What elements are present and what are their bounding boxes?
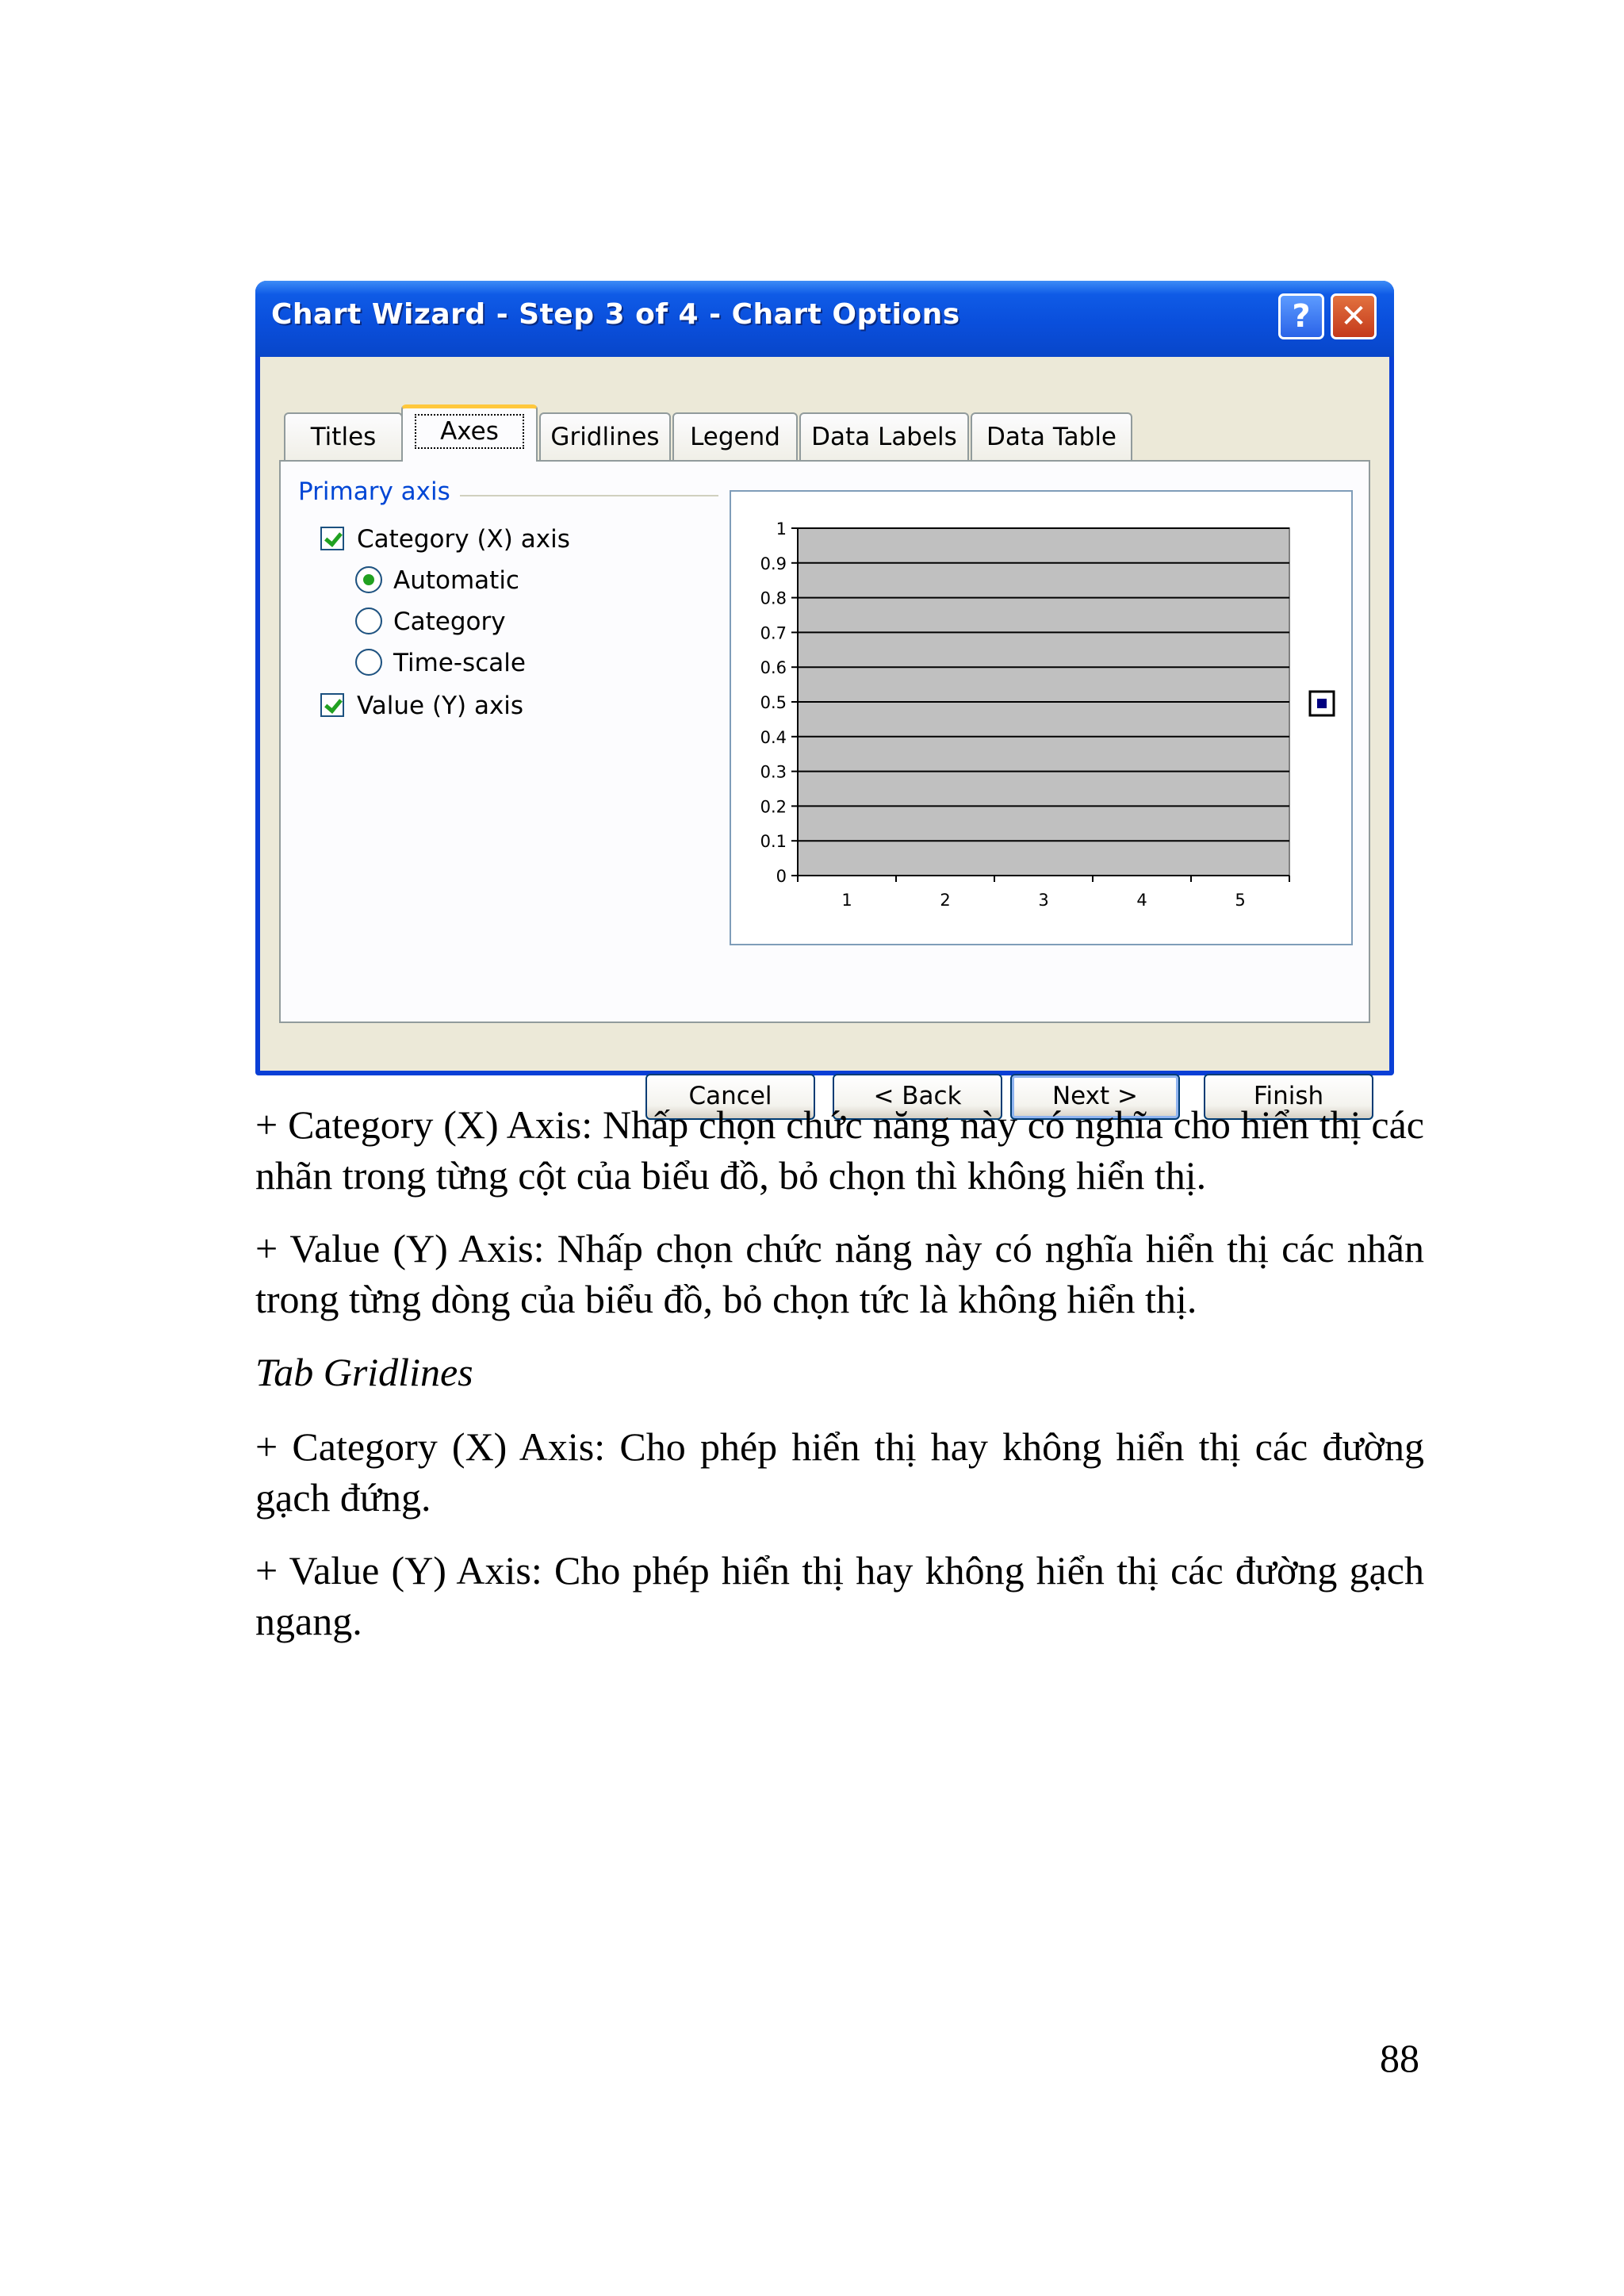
y-tick-label: 0.7 <box>760 623 787 643</box>
time-scale-radio[interactable] <box>355 649 382 676</box>
tab-legend[interactable] <box>672 412 798 460</box>
next-button[interactable]: Next > <box>1010 1074 1180 1120</box>
tab-titles[interactable] <box>284 412 403 460</box>
y-tick-label: 0.3 <box>760 762 787 782</box>
y-tick-label: 0.8 <box>760 588 787 608</box>
paragraph-category-axis: + Category (X) Axis: Nhấp chọn chức năng này có nghĩa cho hiển thị các nhãn trong từng cột của biểu đồ, bỏ chọn thì không hiển thị. <box>255 1102 1424 1198</box>
tab-label: Data Table <box>986 423 1117 451</box>
x-tick-label: 3 <box>1038 891 1049 910</box>
automatic-label[interactable]: Automatic <box>393 566 519 595</box>
tab-label: Axes <box>415 414 524 449</box>
category-axis-checkbox[interactable] <box>320 527 344 550</box>
help-icon[interactable]: ? <box>1278 293 1324 339</box>
y-tick-label: 1 <box>776 519 787 539</box>
paragraph-gridlines-value: + Value (Y) Axis: Cho phép hiển thị hay không hiển thị các đường gạch ngang. <box>255 1548 1424 1643</box>
group-divider <box>439 495 718 496</box>
y-tick-label: 0.1 <box>760 832 787 852</box>
y-tick-label: 0.2 <box>760 797 787 817</box>
tab-label: Gridlines <box>550 423 660 451</box>
automatic-radio[interactable] <box>355 566 382 593</box>
y-tick-label: 0.4 <box>760 727 787 747</box>
primary-axis-group-label: Primary axis <box>298 477 460 506</box>
page-number: 88 <box>1380 2036 1419 2080</box>
y-tick-label: 0.9 <box>760 554 787 573</box>
category-radio[interactable] <box>355 608 382 634</box>
finish-button[interactable]: Finish <box>1204 1074 1373 1120</box>
axes-tab-panel <box>279 460 1370 1023</box>
section-heading-tab-gridlines: Tab Gridlines <box>255 1350 473 1394</box>
tab-label: Legend <box>690 423 780 451</box>
cancel-button[interactable]: Cancel <box>645 1074 815 1120</box>
tab-gridlines[interactable] <box>539 412 671 460</box>
chart-preview <box>730 490 1353 945</box>
tab-data-labels[interactable] <box>799 412 969 460</box>
chart-wizard-dialog <box>255 281 1394 1110</box>
x-tick-label: 1 <box>841 891 852 910</box>
tab-label: Data Labels <box>811 423 957 451</box>
value-axis-checkbox[interactable] <box>320 693 344 717</box>
x-tick-label: 2 <box>940 891 951 910</box>
category-label[interactable]: Category <box>393 608 506 636</box>
chart-preview-plot <box>731 492 1351 944</box>
dialog-titlebar[interactable] <box>255 281 1394 357</box>
legend-marker-inner <box>1317 699 1327 708</box>
close-icon[interactable]: ✕ <box>1331 293 1377 339</box>
tab-data-table[interactable] <box>971 412 1132 460</box>
tab-label: Titles <box>310 423 377 451</box>
dialog-title: Chart Wizard - Step 3 of 4 - Chart Options <box>271 298 960 331</box>
x-tick-label: 4 <box>1136 891 1147 910</box>
x-tick-label: 5 <box>1235 891 1246 910</box>
y-tick-label: 0.6 <box>760 658 787 678</box>
paragraph-value-axis: + Value (Y) Axis: Nhấp chọn chức năng này có nghĩa hiển thị các nhãn trong từng dòng của biểu đồ, bỏ chọn tức là không hiển thị. <box>255 1226 1424 1321</box>
value-axis-label[interactable]: Value (Y) axis <box>357 692 524 720</box>
paragraph-gridlines-category: + Category (X) Axis: Cho phép hiển thị hay không hiển thị các đường gạch đứng. <box>255 1424 1424 1520</box>
y-tick-label: 0 <box>776 867 787 886</box>
category-axis-label[interactable]: Category (X) axis <box>357 525 570 554</box>
time-scale-label[interactable]: Time-scale <box>393 649 526 677</box>
tab-axes[interactable] <box>401 404 538 462</box>
back-button[interactable]: < Back <box>833 1074 1002 1120</box>
dialog-client-area <box>260 357 1389 1110</box>
y-tick-label: 0.5 <box>760 693 787 712</box>
